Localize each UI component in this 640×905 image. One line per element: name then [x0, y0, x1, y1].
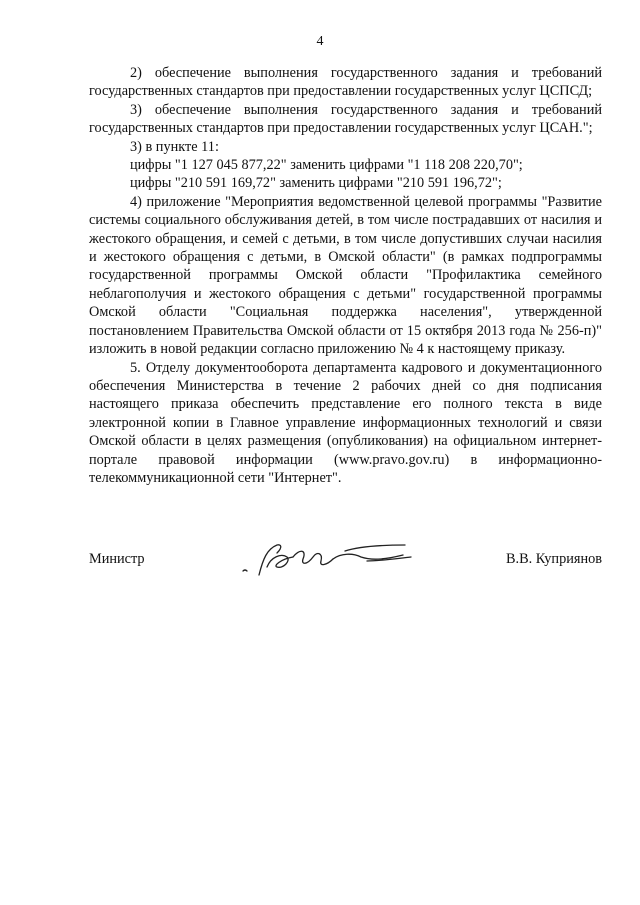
paragraph-item-2: 2) обеспечение выполнения государственного задания и требований государственных стандартов при предоставлении государственных услуг ЦСПСД;	[89, 65, 602, 100]
handwritten-signature	[237, 539, 437, 579]
page-number: 4	[316, 34, 324, 49]
signer-title: Министр	[89, 551, 145, 567]
paragraph-publication: 5. Отделу документооборота департамента кадрового и документационного обеспечения Министерства в течение 2 рабочих дней со дня подписания настоящего приказа обеспечить представление его полного текста в виде электронной копии в Главное управление информационных технологий и связи Омской области в целях размещения (опубликования) на официальном интернет-портале правовой информации (www.pravo.gov.ru) в информационно-телекоммуникационной сети "Интернет".	[89, 359, 602, 486]
paragraph-appendix: 4) приложение "Мероприятия ведомственной целевой программы "Развитие системы социального обслуживания детей, в том числе пострадавших от насилия и жестокого обращения, и семей с детьми, в том числе допустивших случаи насилия и жестокого обращения с детьми, в Омской области" (в рамках подпрограммы государственной программы Омской области "Профилактика семейного неблагополучия и жестокого обращения с детьми" государственной программы Омской области "Социальная поддержка населения", утвержденной постановлением Правительства Омской области от 15 октября 2013 года № 256-п)" изложить в новой редакции согласно приложению № 4 к настоящему приказу.	[89, 193, 602, 358]
paragraph-item-3: 3) обеспечение выполнения государственного задания и требований государственных стандартов при предоставлении государственных услуг ЦСАН.";	[89, 101, 602, 137]
paragraph-numbers-2: цифры "210 591 169,72" заменить цифрами "210 591 196,72";	[130, 175, 502, 192]
paragraph-point-11: 3) в пункте 11:	[130, 138, 219, 155]
signature-block	[89, 545, 602, 585]
paragraph-numbers-1: цифры "1 127 045 877,22" заменить цифрами "1 118 208 220,70";	[130, 157, 523, 174]
document-body	[89, 64, 602, 487]
signer-name: В.В. Куприянов	[506, 551, 602, 567]
